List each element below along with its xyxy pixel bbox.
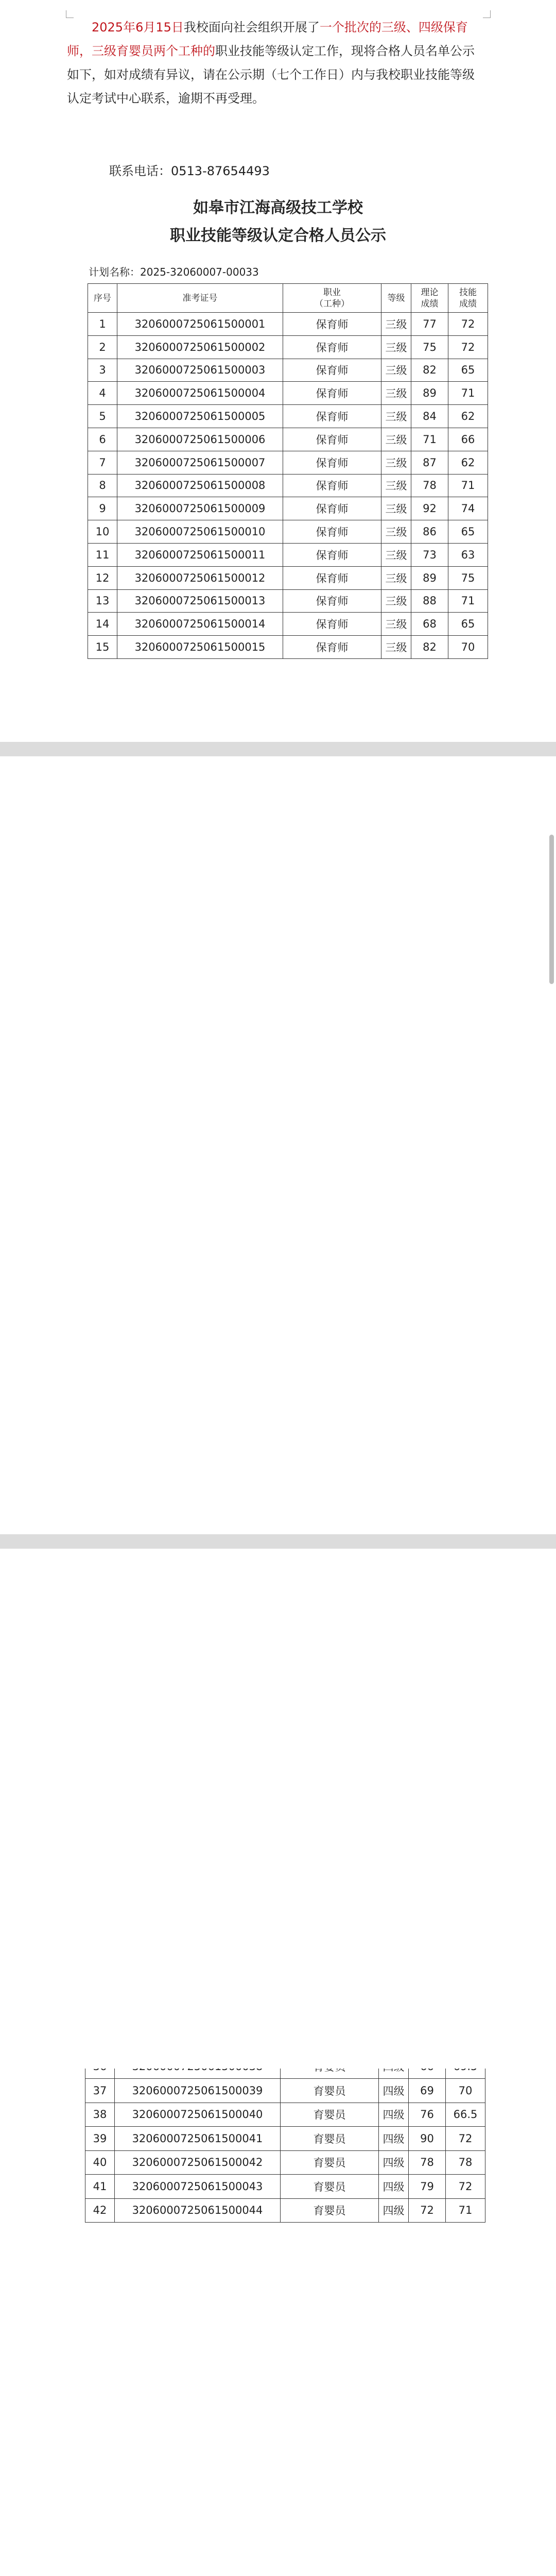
cell-skill: 62 xyxy=(448,405,488,428)
cell-level: 三级 xyxy=(381,428,411,451)
cell-theory: 78 xyxy=(409,2150,446,2175)
cell-theory: 69 xyxy=(409,2079,446,2103)
header-skill: 技能 成绩 xyxy=(448,284,488,313)
cell-skill: 71 xyxy=(446,2198,485,2223)
cell-skill: 71 xyxy=(448,474,488,497)
cell-theory: 90 xyxy=(409,2127,446,2151)
cell-skill: 66 xyxy=(448,428,488,451)
cell-exam-id: 3206000725061500008 xyxy=(117,474,283,497)
cell-job: 育婴员 xyxy=(281,2103,379,2127)
notice-highlight: 一个批次的三级、四级保育师，三级育婴员两个工种的 xyxy=(67,20,468,58)
cell-skill: 78 xyxy=(446,2150,485,2175)
cell-job: 保育师 xyxy=(283,520,381,544)
cell-theory: 82 xyxy=(411,636,448,659)
table-row xyxy=(88,451,488,474)
cell-job: 育婴员 xyxy=(281,2150,379,2175)
cell-skill: 71 xyxy=(448,382,488,405)
table-row xyxy=(88,566,488,589)
cell-exam-id: 3206000725061500003 xyxy=(117,359,283,382)
notice-title: 职业技能等级认定合格人员公示 xyxy=(170,227,386,245)
contact-phone: 联系电话：0513-87654493 xyxy=(109,164,270,178)
cell-job: 保育师 xyxy=(283,451,381,474)
corner-mark xyxy=(483,10,491,18)
cell-level: 三级 xyxy=(381,566,411,589)
cell-job: 育婴员 xyxy=(281,2079,379,2103)
cell-job: 保育师 xyxy=(283,405,381,428)
cell-job: 育婴员 xyxy=(281,2198,379,2223)
page-gap xyxy=(0,1534,556,1549)
cell-job: 保育师 xyxy=(283,335,381,359)
cell-level: 三级 xyxy=(381,405,411,428)
document-page-1 xyxy=(0,0,556,742)
cell-level: 三级 xyxy=(381,313,411,336)
cell-level: 三级 xyxy=(381,589,411,613)
cell-no: 1 xyxy=(88,313,117,336)
cell-skill: 74 xyxy=(448,497,488,520)
cell-skill: 75 xyxy=(448,566,488,589)
cell-no: 2 xyxy=(88,335,117,359)
table-row xyxy=(85,2175,485,2199)
cell-theory: 68 xyxy=(411,613,448,636)
table-row xyxy=(88,313,488,336)
header-exam-id: 准考证号 xyxy=(117,284,283,313)
cell-job: 保育师 xyxy=(283,497,381,520)
cell-job: 保育师 xyxy=(283,382,381,405)
cell-level: 三级 xyxy=(381,543,411,566)
cell-no: 12 xyxy=(88,566,117,589)
cell-theory: 86 xyxy=(411,520,448,544)
table-row xyxy=(85,2103,485,2127)
results-table-page-1 xyxy=(88,283,488,659)
header-job: 职业 （工种） xyxy=(283,284,381,313)
cell-no: 6 xyxy=(88,428,117,451)
cell-no: 37 xyxy=(85,2079,115,2103)
cell-no: 11 xyxy=(88,543,117,566)
cell-exam-id: 3206000725061500014 xyxy=(117,613,283,636)
table-row xyxy=(88,382,488,405)
notice-text: 我校面向社会组织开展了 xyxy=(183,20,320,35)
document-page-2 xyxy=(0,756,556,2217)
cell-exam-id: 3206000725061500042 xyxy=(115,2150,281,2175)
cell-job: 育婴员 xyxy=(281,2127,379,2151)
table-row xyxy=(88,613,488,636)
cell-exam-id: 3206000725061500004 xyxy=(117,382,283,405)
cell-skill: 70 xyxy=(448,636,488,659)
cell-exam-id: 3206000725061500009 xyxy=(117,497,283,520)
cell-no: 39 xyxy=(85,2127,115,2151)
cell-no: 14 xyxy=(88,613,117,636)
cell-job: 保育师 xyxy=(283,613,381,636)
cell-skill: 72 xyxy=(446,2175,485,2199)
cell-skill: 65 xyxy=(448,520,488,544)
cell-theory: 87 xyxy=(411,451,448,474)
cell-job: 保育师 xyxy=(283,589,381,613)
cell-exam-id: 3206000725061500012 xyxy=(117,566,283,589)
table-row xyxy=(88,335,488,359)
page-gap xyxy=(0,742,556,756)
cell-no: 13 xyxy=(88,589,117,613)
school-title: 如皋市江海高级技工学校 xyxy=(193,199,363,217)
cell-no: 4 xyxy=(88,382,117,405)
cell-level: 四级 xyxy=(379,2079,409,2103)
table-row xyxy=(88,636,488,659)
plan-name: 计划名称：2025-32060007-00033 xyxy=(89,266,259,278)
cell-exam-id: 3206000725061500041 xyxy=(115,2127,281,2151)
cell-exam-id: 3206000725061500013 xyxy=(117,589,283,613)
cell-no: 9 xyxy=(88,497,117,520)
cell-level: 四级 xyxy=(379,2198,409,2223)
cell-exam-id: 3206000725061500010 xyxy=(117,520,283,544)
cell-level: 三级 xyxy=(381,451,411,474)
cell-no: 5 xyxy=(88,405,117,428)
cell-no: 40 xyxy=(85,2150,115,2175)
header-level: 等级 xyxy=(381,284,411,313)
cell-skill: 72 xyxy=(446,2127,485,2151)
cell-no: 3 xyxy=(88,359,117,382)
cell-level: 三级 xyxy=(381,636,411,659)
cell-job: 保育师 xyxy=(283,313,381,336)
cell-skill: 70 xyxy=(446,2079,485,2103)
cell-exam-id: 3206000725061500002 xyxy=(117,335,283,359)
cell-exam-id: 3206000725061500044 xyxy=(115,2198,281,2223)
header-theory: 理论 成绩 xyxy=(411,284,448,313)
cell-job: 保育师 xyxy=(283,428,381,451)
cell-exam-id: 3206000725061500005 xyxy=(117,405,283,428)
cell-level: 三级 xyxy=(381,497,411,520)
scrollbar[interactable] xyxy=(549,835,554,984)
table-row xyxy=(88,359,488,382)
cell-job: 保育师 xyxy=(283,566,381,589)
cell-theory: 92 xyxy=(411,497,448,520)
document-page-3 xyxy=(0,1549,556,2069)
cell-skill: 71 xyxy=(448,589,488,613)
cell-theory: 71 xyxy=(411,428,448,451)
cell-skill: 65 xyxy=(448,613,488,636)
table-row xyxy=(85,2150,485,2175)
cell-exam-id: 3206000725061500006 xyxy=(117,428,283,451)
cell-theory: 84 xyxy=(411,405,448,428)
cell-exam-id: 3206000725061500040 xyxy=(115,2103,281,2127)
cell-skill: 62 xyxy=(448,451,488,474)
cell-theory: 76 xyxy=(409,2103,446,2127)
cell-level: 三级 xyxy=(381,335,411,359)
cell-exam-id: 3206000725061500039 xyxy=(115,2079,281,2103)
cell-no: 10 xyxy=(88,520,117,544)
cell-job: 保育师 xyxy=(283,636,381,659)
cell-level: 三级 xyxy=(381,613,411,636)
cell-skill: 63 xyxy=(448,543,488,566)
table-row xyxy=(88,474,488,497)
notice-date: 2025年6月15日 xyxy=(92,20,184,35)
notice-text: 职业技能等级认定工作，现将合格人员名单公示如下，如对成绩有异议，请在公示期（七个工作日）内与我校职业技能等级认定考试中心联系，逾期不再受理。 xyxy=(67,44,475,106)
table-row xyxy=(88,497,488,520)
cell-skill: 66.5 xyxy=(446,2103,485,2127)
cell-theory: 79 xyxy=(409,2175,446,2199)
table-row xyxy=(88,405,488,428)
cell-theory: 73 xyxy=(411,543,448,566)
notice-paragraph xyxy=(67,15,484,110)
cell-level: 三级 xyxy=(381,474,411,497)
table-row xyxy=(88,520,488,544)
table-row xyxy=(85,2127,485,2151)
cell-theory: 89 xyxy=(411,382,448,405)
cell-no: 41 xyxy=(85,2175,115,2199)
cell-exam-id: 3206000725061500011 xyxy=(117,543,283,566)
cell-job: 保育师 xyxy=(283,474,381,497)
cell-no: 7 xyxy=(88,451,117,474)
cell-level: 三级 xyxy=(381,359,411,382)
cell-job: 保育师 xyxy=(283,359,381,382)
cell-theory: 82 xyxy=(411,359,448,382)
table-row xyxy=(88,543,488,566)
table-row xyxy=(88,428,488,451)
table-row xyxy=(85,2198,485,2223)
cell-skill: 65 xyxy=(448,359,488,382)
cell-level: 四级 xyxy=(379,2150,409,2175)
cell-skill: 72 xyxy=(448,313,488,336)
cell-exam-id: 3206000725061500043 xyxy=(115,2175,281,2199)
cell-skill: 72 xyxy=(448,335,488,359)
cell-level: 四级 xyxy=(379,2127,409,2151)
cell-theory: 75 xyxy=(411,335,448,359)
cell-exam-id: 3206000725061500015 xyxy=(117,636,283,659)
cell-level: 三级 xyxy=(381,520,411,544)
cell-theory: 78 xyxy=(411,474,448,497)
cell-theory: 88 xyxy=(411,589,448,613)
cell-job: 保育师 xyxy=(283,543,381,566)
cell-no: 15 xyxy=(88,636,117,659)
header-no: 序号 xyxy=(88,284,117,313)
cell-no: 8 xyxy=(88,474,117,497)
table-row xyxy=(88,589,488,613)
cell-level: 四级 xyxy=(379,2175,409,2199)
table-row xyxy=(85,2079,485,2103)
cell-job: 育婴员 xyxy=(281,2175,379,2199)
cell-no: 38 xyxy=(85,2103,115,2127)
cell-theory: 77 xyxy=(411,313,448,336)
cell-exam-id: 3206000725061500007 xyxy=(117,451,283,474)
cell-theory: 89 xyxy=(411,566,448,589)
cell-no: 42 xyxy=(85,2198,115,2223)
cell-level: 四级 xyxy=(379,2103,409,2127)
cell-theory: 72 xyxy=(409,2198,446,2223)
cell-level: 三级 xyxy=(381,382,411,405)
cell-exam-id: 3206000725061500001 xyxy=(117,313,283,336)
